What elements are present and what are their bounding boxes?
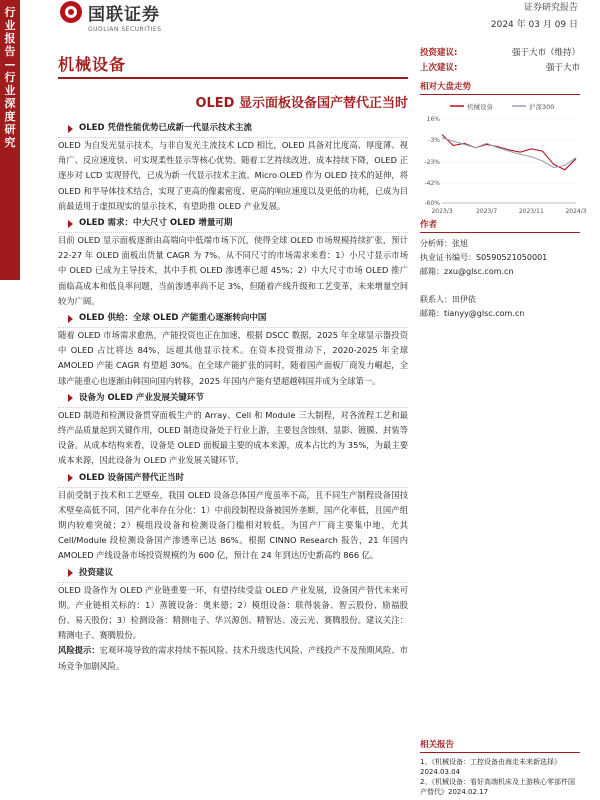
email-label: 邮箱：: [420, 267, 444, 276]
cert-number: S0590521050001: [476, 253, 548, 262]
y-tick-label: -3%: [428, 137, 440, 144]
x-tick-label: 2024/3: [565, 208, 587, 215]
email-link[interactable]: zxu@glsc.com.cn: [444, 267, 514, 276]
chart-title: 相对大盘走势: [420, 80, 580, 95]
y-tick-label: -42%: [424, 180, 440, 188]
last-label: 上次建议:: [420, 63, 458, 73]
section-heading-text: OLED 供给：全球 OLED 产能重心逐渐转向中国: [79, 312, 267, 323]
contact-name: 田伊依: [452, 295, 476, 304]
section-body: [58, 583, 408, 674]
section-body: 随着 OLED 市场需求愈热，产能投资也正在加速，根据 DSCC 数据，2025 年全球显示器投资中 OLED 占比将达 84%，远超其他显示技术。在资本投资推动下，2020-2025 年全球 AMOLED 产能 CAGR 有望超 30%。在全球产能扩张的同时，随着国产面板厂商发力崛起，全球产能重心也逐渐由韩国向国内转移，2025 年国内产能有望超越韩国并成为全球第一。: [58, 330, 408, 386]
side-bar: [0, 0, 34, 800]
main-body: [58, 120, 408, 675]
triangle-bullet-icon: [68, 394, 73, 402]
header-divider: [58, 77, 408, 79]
triangle-bullet-icon: [68, 220, 73, 228]
section-heading-text: 设备为 OLED 产业发展关键环节: [79, 392, 204, 403]
last-rating: [420, 61, 580, 73]
risk-label: 风险提示：: [58, 645, 100, 656]
email-row: [420, 265, 580, 279]
invest-rating: [420, 46, 580, 58]
cert-row: [420, 251, 580, 265]
x-tick-label: 2023/11: [518, 208, 544, 215]
triangle-bullet-icon: [68, 315, 73, 323]
report-title: OLED 显示面板设备国产替代正当时: [195, 96, 408, 111]
related-reports: [420, 740, 580, 797]
section-body: 目前 OLED 显示面板逐渐由高端向中低端市场下沉，使得全球 OLED 市场规模持续扩张，预计 22-27 年 OLED 面板出货量 CAGR 为 7%。从不同尺寸的市场需求来看：1）小尺寸显示市场中 OLED 已成为主导技术，其中手机 OLED 渗透率已超 45%；2）中大尺寸市场 OLED 推广面临高成本和低良率问题，当前渗透率尚不足 3%，但随着产线升级和工艺变革，未来增量空间较为广阔。: [58, 235, 408, 306]
related-heading: 相关报告: [420, 740, 580, 753]
section-body: 目前受制于技术和工艺壁垒，我国 OLED 设备总体国产度虽率不高，且不同生产制程设备国技术壁垒高低不同，国产化率存在分化：1）中前段制程设备被国外垄断，国产化率低，且国产组期内较难突破；2）模组段设备和检测设备门槛相对较低，为国产厂商主要集中地，尤其 Cell/Module 段检测设备国产渗透率已达 86%。根据 CINNO Research 报告，21 年国内 AMOLED 产线设备市场投资规模约为 600 亿，预计在 24 年到达历史新高约 866 亿。: [58, 489, 408, 561]
section-heading-text: 投资建议: [79, 567, 114, 578]
triangle-bullet-icon: [68, 474, 73, 482]
email2-label: 邮箱：: [420, 309, 444, 318]
invest-value: 强于大市（维持）: [511, 48, 580, 58]
industry-name: 机械设备: [58, 55, 127, 74]
legend-label: 沪深300: [529, 103, 555, 111]
section-heading: [58, 215, 408, 233]
section-heading: [58, 565, 408, 583]
cert-label: 执业证书编号：: [420, 253, 476, 262]
analyst-label: 分析师：: [420, 239, 452, 248]
related-item[interactable]: 1、《机械设备：工控设备由海走未来新选择》2024.03.04: [420, 758, 561, 776]
last-value: 强于大市: [545, 63, 580, 73]
y-tick-label: 16%: [426, 116, 440, 123]
section-heading-text: OLED 设备国产替代正当时: [79, 472, 184, 483]
section-body-text: OLED 设备作为 OLED 产业链重要一环，有望持续受益 OLED 产业发展，设备国产替代未来可期。产业链相关标的：1）蒸镀设备：奥来德；2）模组设备：联得装备、智云股份、励福股份、易天股份；3）检测设备：精测电子、华兴源创、精智达、凌云光、赛腾股份。建议关注：精测电子、赛腾股份。: [58, 584, 408, 641]
doc-type: 证券研究报告: [523, 3, 578, 13]
triangle-bullet-icon: [68, 569, 73, 577]
section-body: OLED 制造和检测设备贯穿面板生产的 Array、Cell 和 Module 三大制程，对各流程工艺和最终产品质量起到关键作用，OLED 制造设备处于行业上游，主要包含蚀刻、显影、镀膜、封装等设备。从成本结构来看，设备是 OLED 面板最主要的成本来源，成本占比约为 35%，为最主要成本来源，因此设备为 OLED 产业发展关键环节。: [58, 409, 408, 466]
invest-label: 投资建议:: [420, 48, 458, 58]
brand-logo: [60, 0, 160, 24]
series-line-csi300: [442, 138, 576, 168]
email2-link[interactable]: tianyy@glsc.com.cn: [444, 309, 525, 318]
analyst-name: 张旭: [452, 239, 468, 248]
section-heading: [58, 310, 408, 328]
risk-body: 宏观环境导致的需求持续不振风险、技术升级迭代风险、产线投产不及预期风险、市场竞争加剧风险。: [58, 645, 408, 671]
section-heading: [58, 120, 408, 138]
contact-label: 联系人：: [420, 295, 452, 304]
brand-english: GUOLIAN SECURITIES: [88, 26, 162, 33]
legend-label: 机械设备: [467, 103, 493, 111]
analyst-block: [420, 218, 580, 321]
sidebar-label: 行业报告—行业深度研究: [4, 6, 16, 149]
x-tick-label: 2023/7: [476, 208, 498, 215]
triangle-bullet-icon: [68, 125, 73, 133]
section-heading-text: OLED 凭借性能优势已成新一代显示技术主流: [79, 122, 252, 133]
analyst-row: [420, 237, 580, 251]
related-item[interactable]: 2、《机械设备：看好高端机床及上游核心零部件国产替代》2024.02.17: [420, 778, 575, 796]
brand-name: 国联证券: [88, 4, 160, 25]
y-tick-label: -60%: [424, 200, 440, 207]
section-body: OLED 为自发光显示技术，与非自发光主流技术 LCD 相比，OLED 具备对比度高、厚度薄、视角广、反应速度快、可实现柔性显示等核心优势。随着工艺持续改进、成本持续下降，OLED 正逐步对 LCD 实现替代，已成为新一代显示技术主流。Micro OLED 作为 OLED 技术的延伸，将 OLED 和半导体技术结合，实现了更高的像素密度、更高的响应速度以及更低的功耗，已成为目前最适用于虚拟现实的显示技术，有望助推 OLED 产业发展。: [58, 140, 408, 211]
analyst-heading: 作者: [420, 218, 580, 233]
report-date: 2024 年 03 月 09 日: [490, 20, 578, 30]
relative-performance-chart: [420, 99, 587, 217]
email2-row: [420, 307, 580, 321]
x-tick-label: 2023/3: [431, 208, 453, 215]
chart-panel: [420, 80, 587, 217]
section-heading-text: OLED 需求：中大尺寸 OLED 增量可期: [79, 217, 233, 228]
contact-row: [420, 293, 580, 307]
section-heading: [58, 390, 408, 408]
chart-container: [420, 99, 587, 217]
section-heading: [58, 470, 408, 488]
y-tick-label: -23%: [424, 159, 440, 167]
side-strip: [0, 0, 20, 280]
logo-icon: [60, 1, 82, 23]
